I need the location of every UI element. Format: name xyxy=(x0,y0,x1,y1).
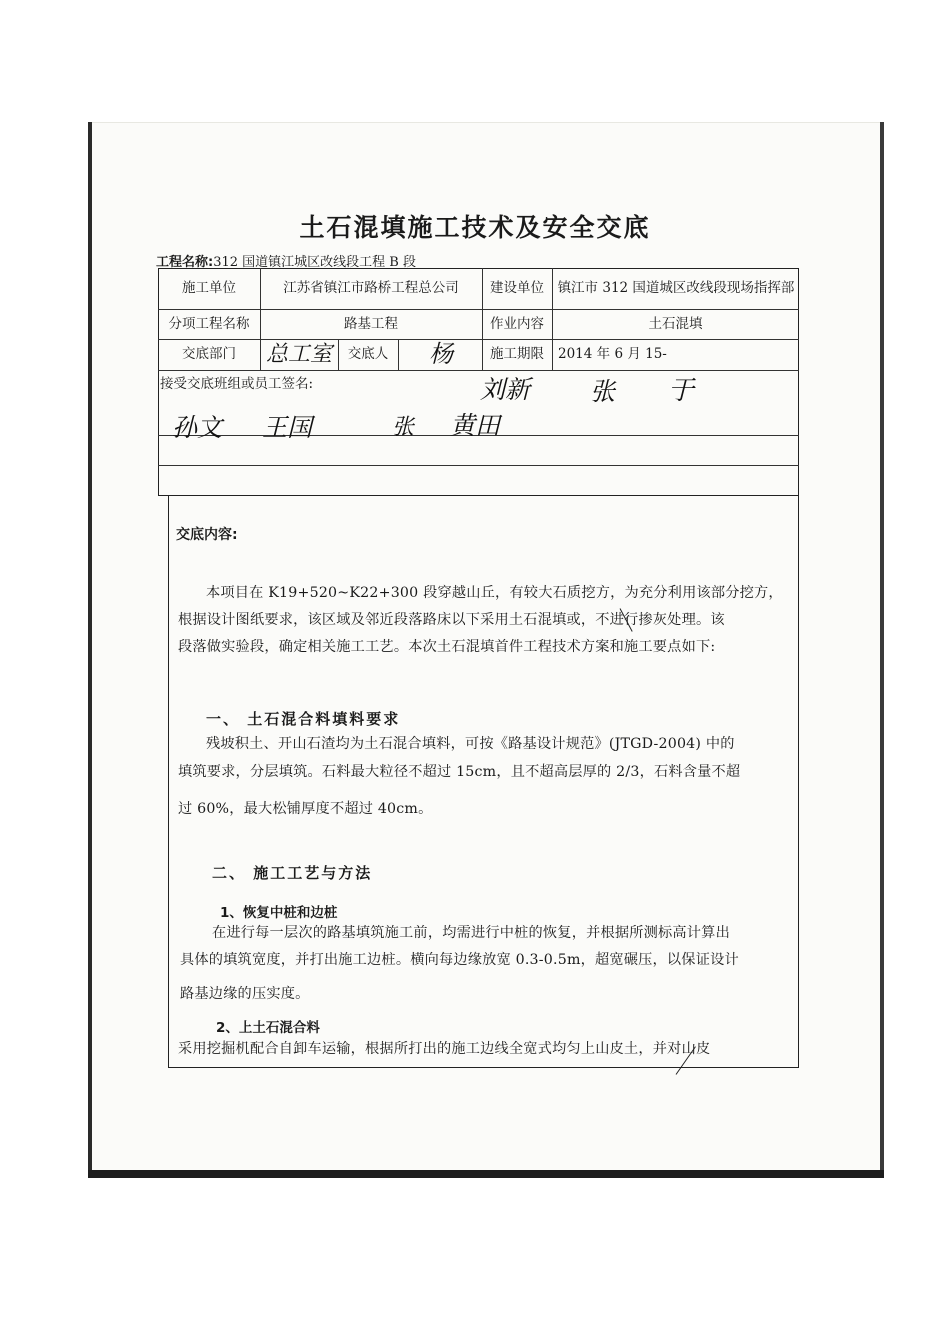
construction-unit-label: 施工单位 xyxy=(182,280,236,296)
subproject-label: 分项工程名称 xyxy=(168,315,250,332)
period-label: 施工期限 xyxy=(490,346,544,362)
paragraph-line: 过 60%，最大松铺厚度不超过 40cm。 xyxy=(178,801,433,817)
project-name: 312 国道镇江城区改线段工程 B 段 xyxy=(213,255,416,270)
subproject-value: 路基工程 xyxy=(344,315,398,332)
presenter-signature: 杨 xyxy=(429,340,453,368)
work-content-value: 土石混填 xyxy=(648,315,703,332)
signature: 黄田 xyxy=(450,411,501,440)
signature: 张 xyxy=(590,377,616,406)
builder-label: 建设单位 xyxy=(490,280,544,296)
scan-edge-left xyxy=(88,122,92,1178)
signature: 刘新 xyxy=(480,375,531,404)
department-handwritten: 总工室 xyxy=(265,342,332,367)
section-2-title: 二、 施工工艺与方法 xyxy=(212,864,373,882)
project-label: 工程名称: xyxy=(156,255,214,270)
work-content-label: 作业内容 xyxy=(490,315,544,332)
department-label: 交底部门 xyxy=(182,346,236,362)
paragraph-line: 路基边缘的压实度。 xyxy=(180,986,310,1002)
section-1-title: 一、 土石混合料填料要求 xyxy=(206,710,401,728)
content-heading: 交底内容: xyxy=(176,527,238,543)
presenter-label: 交底人 xyxy=(347,346,389,362)
paragraph-line: 采用挖掘机配合自卸车运输，根据所打出的施工边线全宽式均匀上山皮土，并对山皮 xyxy=(178,1041,711,1057)
paragraph-line: 段落做实验段，确定相关施工工艺。本次土石混填首件工程技术方案和施工要点如下: xyxy=(178,639,716,655)
scan-edge-bottom xyxy=(88,1170,884,1178)
scan-edge-right xyxy=(880,122,884,1178)
table-rule xyxy=(398,339,399,370)
table-rule xyxy=(158,465,799,466)
signature: 于 xyxy=(668,376,695,406)
paragraph-line: 根据设计图纸要求，该区域及邻近段落路床以下采用土石混填或，不进行掺灰处理。该 xyxy=(178,612,725,628)
subsection-1-title: 1、恢复中桩和边桩 xyxy=(220,905,338,921)
paragraph-line: 填筑要求，分层填筑。石料最大粒径不超过 15cm，且不超高层厚的 2/3，石料含量不超 xyxy=(178,764,741,780)
builder-value: 镇江市 312 国道城区改线段现场指挥部 xyxy=(557,280,795,296)
table-rule xyxy=(158,370,799,371)
signature: 张 xyxy=(392,415,415,440)
paragraph-line: 本项目在 K19+520~K22+300 段穿越山丘，有较大石质挖方，为充分利用该部分挖方， xyxy=(206,585,783,601)
sign-label: 接受交底班组或员工签名: xyxy=(160,375,314,392)
document-title: 土石混填施工技术及安全交底 xyxy=(299,213,651,242)
paragraph-line: 具体的填筑宽度，并打出施工边桩。横向每边缘放宽 0.3-0.5m，超宽碾压，以保证设计 xyxy=(180,952,739,968)
subsection-2-title: 2、上土石混合料 xyxy=(216,1020,320,1036)
signature: 孙文 xyxy=(172,413,223,442)
paragraph-line: 在进行每一层次的路基填筑施工前，均需进行中桩的恢复，并根据所测标高计算出 xyxy=(212,925,730,941)
signature: 王国 xyxy=(262,413,313,442)
construction-unit-value: 江苏省镇江市路桥工程总公司 xyxy=(283,280,459,296)
period-value: 2014 年 6 月 15- xyxy=(558,346,667,362)
paragraph-line: 残坡积土、开山石渣均为土石混合填料，可按《路基设计规范》(JTGD-2004) 中的 xyxy=(206,736,735,752)
